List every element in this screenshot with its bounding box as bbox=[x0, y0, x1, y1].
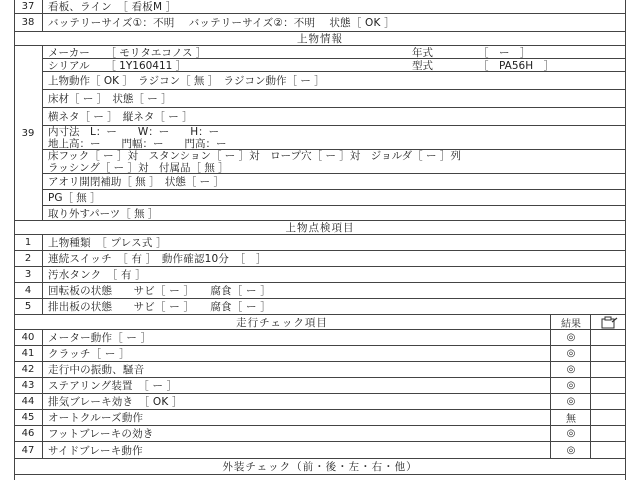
result-cell: ◎ bbox=[550, 378, 591, 393]
row-text: サイドブレーキ動作 bbox=[48, 444, 143, 457]
blank-cell bbox=[590, 426, 627, 441]
edit-cell bbox=[590, 315, 627, 329]
inspection-row bbox=[14, 283, 626, 299]
row-38 bbox=[14, 14, 626, 32]
result-cell: ◎ bbox=[550, 442, 591, 458]
inspection-sheet bbox=[14, 0, 626, 480]
row-text: オートクルーズ動作 bbox=[48, 412, 144, 424]
year-value: ［ ー ］ bbox=[478, 46, 531, 59]
row-number: 37 bbox=[14, 0, 43, 13]
inspection-row bbox=[14, 235, 626, 251]
row-text: フットブレーキの効き bbox=[48, 428, 154, 440]
row-number: 4 bbox=[14, 283, 43, 298]
maker-field: メーカー ［ モリタエコノス ］ bbox=[48, 46, 207, 59]
serial-field: シリアル ［ 1Y160411 ］ bbox=[48, 59, 187, 72]
result-cell: ◎ bbox=[550, 394, 591, 409]
section-39 bbox=[14, 46, 626, 221]
floor-line: 床材［ ー ］ 状態［ ー ］ bbox=[42, 90, 626, 108]
row-number: 1 bbox=[14, 235, 43, 250]
blank-cell bbox=[590, 394, 627, 409]
row-text: クラッチ［ ー ］ bbox=[48, 348, 130, 360]
drive-row bbox=[14, 426, 626, 442]
result-cell: ◎ bbox=[550, 426, 591, 441]
hook-line: 床フック［ ー ］対 スタンション［ ー ］対 ロープ穴［ ー ］対 ジョルダ［ ー ］列 ラッシング［ ー ］対 付属品［ 無 ］ bbox=[42, 150, 626, 174]
row-number: 42 bbox=[14, 362, 43, 377]
result-cell: 無 bbox=[550, 410, 591, 425]
row-number: 43 bbox=[14, 378, 43, 393]
serial-line bbox=[42, 59, 626, 72]
inspection-row bbox=[14, 267, 626, 283]
result-cell: ◎ bbox=[550, 346, 591, 361]
result-cell: ◎ bbox=[550, 330, 591, 345]
row-text: メーター動作［ ー ］ bbox=[48, 332, 152, 344]
drive-row bbox=[14, 410, 626, 426]
row-text: 看板、ライン ［ 看板M ］ bbox=[48, 1, 177, 13]
blank-cell bbox=[590, 410, 627, 425]
aori-line: アオリ開閉補助［ 無 ］ 状態［ ー ］ bbox=[42, 174, 626, 190]
blank-cell bbox=[590, 362, 627, 377]
drive-title: 走行チェック項目 bbox=[236, 316, 328, 329]
drive-row bbox=[14, 394, 626, 410]
section-header-upper: 上物情報 bbox=[14, 32, 626, 46]
drive-row bbox=[14, 330, 626, 346]
row-number: 45 bbox=[14, 410, 43, 425]
blank-cell bbox=[590, 378, 627, 393]
row-number: 46 bbox=[14, 426, 43, 441]
row-text: 上物種類 ［ プレス式 ］ bbox=[48, 237, 167, 249]
section-header-drive bbox=[14, 315, 626, 330]
drive-row bbox=[14, 362, 626, 378]
blank-cell bbox=[590, 330, 627, 345]
row-text: 走行中の振動、騒音 bbox=[48, 364, 145, 376]
year-label: 年式 bbox=[412, 46, 433, 59]
dimensions-line: 内寸法 L：ー W：ー H：ー 地上高：ー 門幅：ー 門高：ー bbox=[42, 126, 626, 150]
pg-line: PG［ 無 ］ bbox=[42, 190, 626, 206]
model-value: ［ PA56H ］ bbox=[478, 59, 555, 72]
removable-parts-line: 取り外すパーツ［ 無 ］ bbox=[48, 208, 159, 220]
row-number: 41 bbox=[14, 346, 43, 361]
model-label: 型式 bbox=[412, 59, 433, 72]
row-text: 汚水タンク ［ 有 ］ bbox=[48, 269, 146, 281]
row-text: 排気ブレーキ効き ［ OK ］ bbox=[48, 396, 183, 408]
row-number: 40 bbox=[14, 330, 43, 345]
row-37 bbox=[14, 0, 626, 14]
drive-row bbox=[14, 442, 626, 459]
inspection-row bbox=[14, 299, 626, 315]
row-number: 39 bbox=[14, 46, 43, 220]
row-text: 連続スイッチ ［ 有 ］ 動作確認10分 ［ ］ bbox=[48, 253, 267, 265]
row-number: 47 bbox=[14, 442, 43, 458]
row-text: 回転板の状態 サビ［ ー ］ 腐食［ ー ］ bbox=[48, 285, 271, 297]
row-text: バッテリーサイズ①：不明 バッテリーサイズ②：不明 状態［ OK ］ bbox=[48, 17, 395, 29]
row-text: ステアリング装置 ［ ー ］ bbox=[48, 380, 178, 392]
drive-row bbox=[14, 378, 626, 394]
inspection-row bbox=[14, 251, 626, 267]
row-number: 44 bbox=[14, 394, 43, 409]
operation-line: 上物動作［ OK ］ ラジコン［ 無 ］ ラジコン動作［ ー ］ bbox=[42, 72, 626, 90]
drive-row bbox=[14, 346, 626, 362]
result-header: 結果 bbox=[550, 315, 591, 329]
neta-line: 横ネタ［ ー ］ 縦ネタ［ ー ］ bbox=[42, 108, 626, 126]
row-number: 2 bbox=[14, 251, 43, 266]
row-text: 排出板の状態 サビ［ ー ］ 腐食［ ー ］ bbox=[48, 301, 271, 313]
blank-cell bbox=[590, 442, 627, 458]
row-number: 38 bbox=[14, 14, 43, 31]
section-header-inspection: 上物点検項目 bbox=[14, 221, 626, 235]
row-number: 3 bbox=[14, 267, 43, 282]
clipboard-icon bbox=[599, 316, 619, 329]
blank-cell bbox=[590, 346, 627, 361]
result-cell: ◎ bbox=[550, 362, 591, 377]
section-header-exterior: 外装チェック（前・後・左・右・他） bbox=[14, 459, 626, 475]
row-number: 5 bbox=[14, 299, 43, 314]
